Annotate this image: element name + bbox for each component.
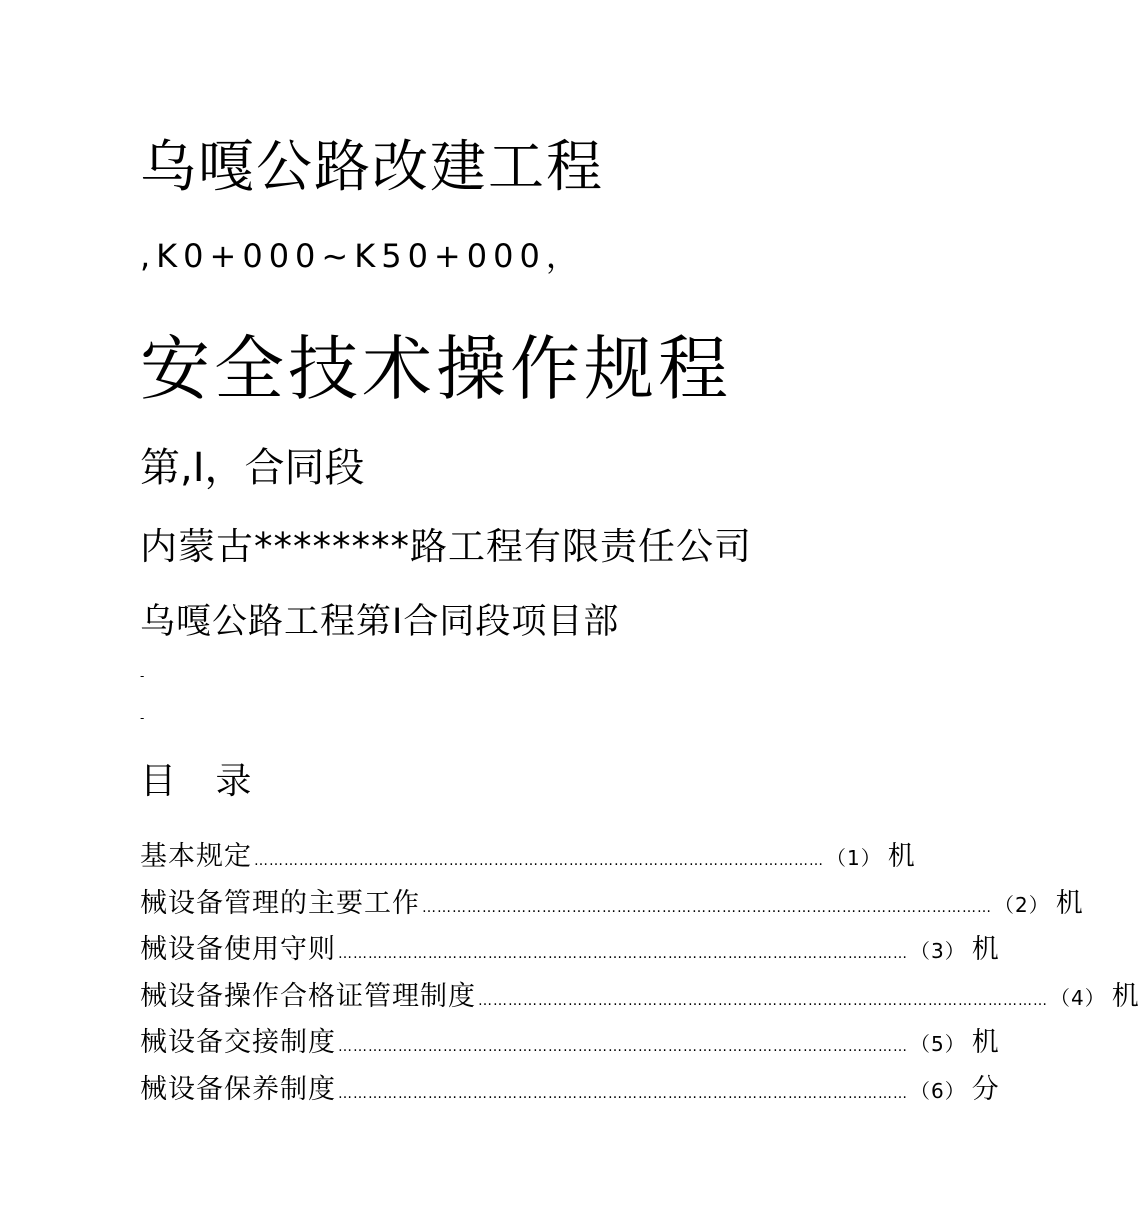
separator-dash: - <box>140 711 145 725</box>
toc-entry-page: （4） <box>1050 985 1106 1010</box>
toc-entry-continuation: 机 <box>971 1027 1000 1058</box>
toc-entry-page: （2） <box>994 892 1050 917</box>
company-name: 内蒙古********路工程有限责任公司 <box>140 525 752 568</box>
toc-entry-title: 械设备管理的主要工作 <box>140 887 420 919</box>
separator-dash: - <box>140 669 145 683</box>
toc-entry-page: （3） <box>910 939 966 963</box>
toc-leader-dots: …………………………………………………………………………………………………… <box>478 992 1048 1009</box>
toc-entry-continuation: 分 <box>971 1073 1000 1105</box>
toc-entry-title: 械设备交接制度 <box>140 1027 336 1058</box>
toc-heading: 目 录 <box>140 761 266 802</box>
project-title: 乌嘎公路改建工程 <box>140 135 604 200</box>
toc-leader-dots: …………………………………………………………………………………………………… <box>338 1039 908 1055</box>
contract-section: 第,I，合同段 <box>140 445 365 491</box>
toc-entry-title: 械设备保养制度 <box>140 1073 336 1105</box>
toc-entry-continuation: 机 <box>1111 980 1140 1012</box>
toc-entry-continuation: 机 <box>887 841 916 872</box>
document-title: 安全技术操作规程 <box>140 328 732 410</box>
toc-entry <box>140 927 1000 974</box>
toc-leader-dots: …………………………………………………………………………………………………… <box>422 899 992 916</box>
table-of-contents <box>140 834 1140 1113</box>
toc-entry-title: 械设备使用守则 <box>140 934 336 965</box>
toc-entry-continuation: 机 <box>1055 887 1084 919</box>
department-name: 乌嘎公路工程第Ⅰ合同段项目部 <box>140 602 620 642</box>
toc-leader-dots: …………………………………………………………………………………………………… <box>338 1085 908 1102</box>
toc-entry <box>140 1020 1000 1067</box>
toc-entry <box>140 834 916 881</box>
toc-entry <box>140 881 1084 928</box>
stake-range: ,K0+000~K50+000， <box>140 237 584 275</box>
toc-entry-page: （5） <box>910 1032 966 1056</box>
toc-entry-title: 基本规定 <box>140 841 252 872</box>
toc-entry-page: （6） <box>910 1078 966 1103</box>
toc-entry-title: 械设备操作合格证管理制度 <box>140 980 476 1012</box>
toc-entry <box>140 1067 1000 1114</box>
toc-leader-dots: …………………………………………………………………………………………………… <box>338 946 908 962</box>
toc-leader-dots: …………………………………………………………………………………………………… <box>254 853 824 869</box>
toc-entry <box>140 974 1140 1021</box>
toc-entry-continuation: 机 <box>971 934 1000 965</box>
toc-entry-page: （1） <box>826 846 882 870</box>
